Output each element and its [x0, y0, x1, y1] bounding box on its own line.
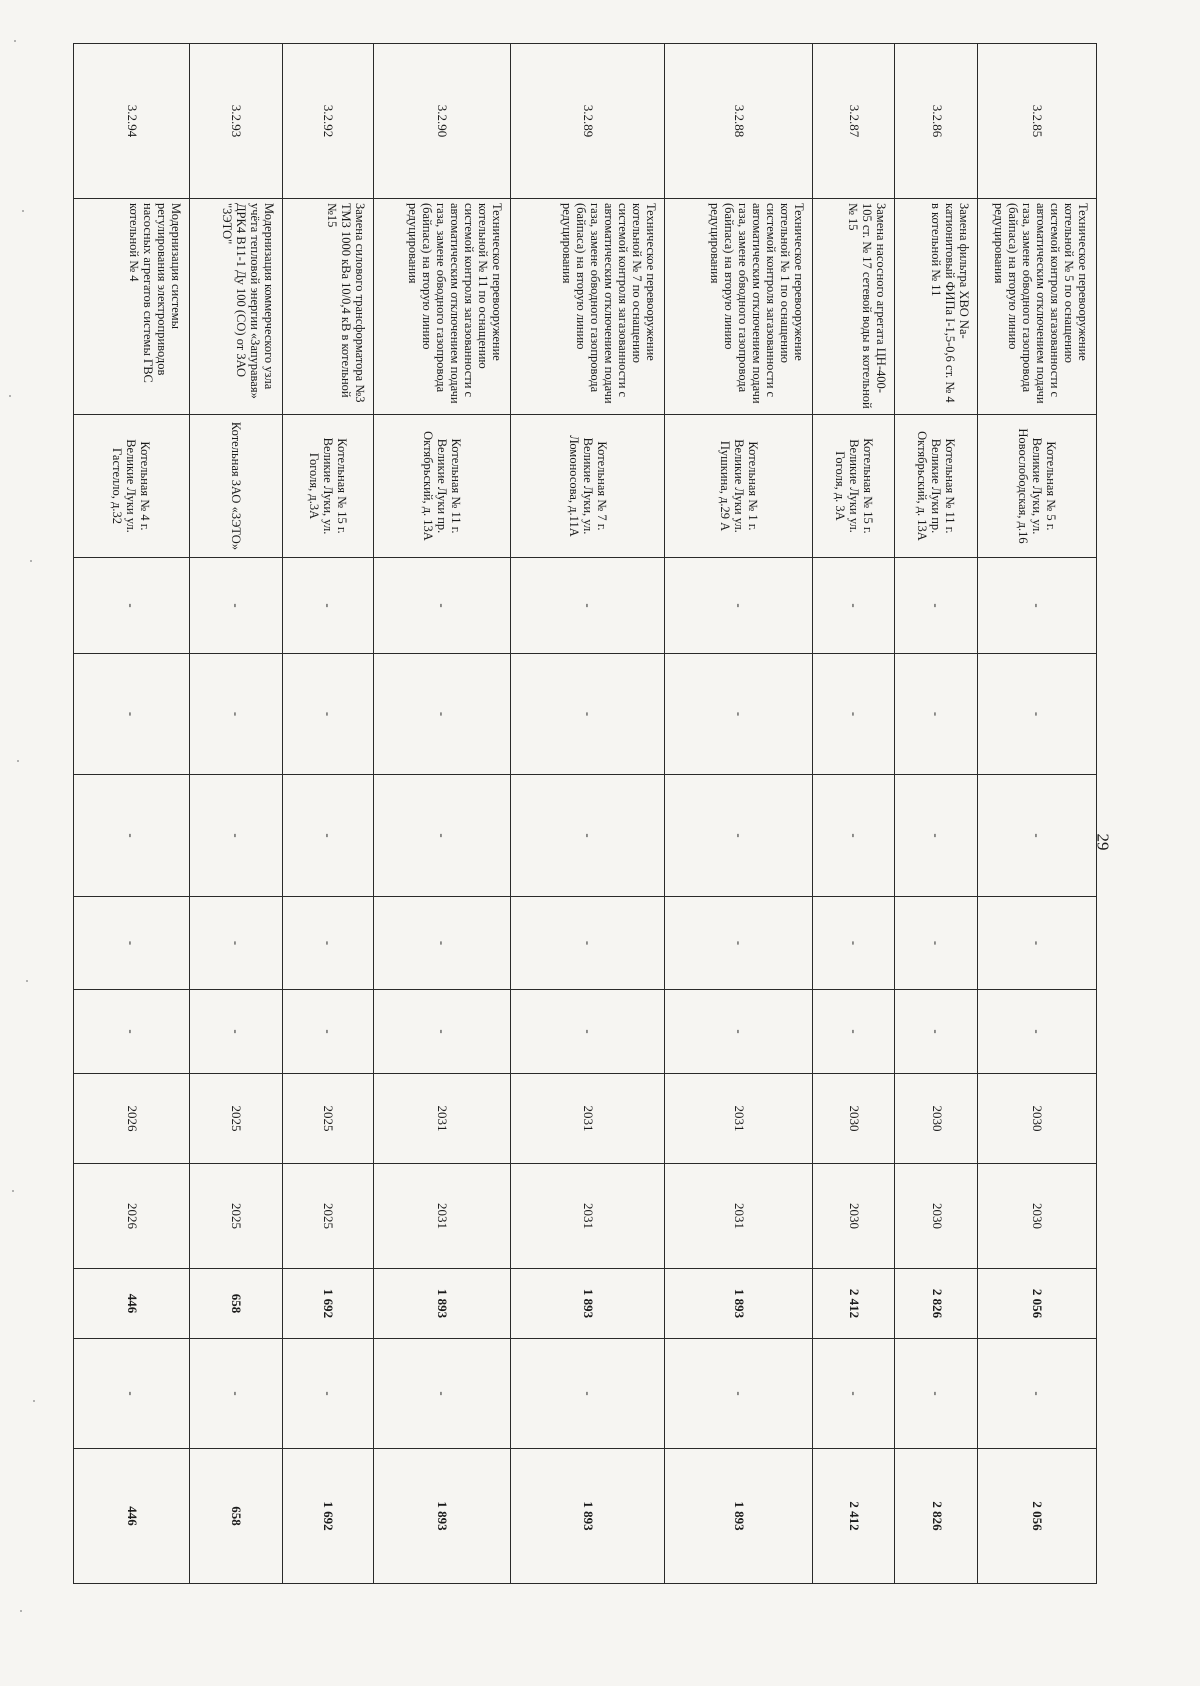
row-dash: -	[895, 1339, 978, 1449]
table-row	[978, 44, 1097, 1584]
row-total: 1 692	[283, 1269, 373, 1339]
row-start-year: 2030	[978, 1074, 1097, 1164]
row-code: 3.2.88	[665, 44, 813, 199]
row-dash: -	[74, 558, 190, 654]
scan-speck	[12, 1190, 14, 1192]
row-total: 658	[189, 1269, 283, 1339]
row-address: Котельная № 15 г. Великие Луки, ул. Гоголя, д.3А	[283, 415, 373, 558]
table-row	[665, 44, 813, 1584]
row-dash: -	[895, 990, 978, 1074]
table-row	[373, 44, 511, 1584]
row-end-year: 2030	[812, 1164, 895, 1269]
row-code: 3.2.94	[74, 44, 190, 199]
row-total: 1 893	[373, 1269, 511, 1339]
row-dash: -	[189, 558, 283, 654]
row-amount: 1 893	[665, 1449, 813, 1584]
row-end-year: 2025	[283, 1164, 373, 1269]
row-total: 446	[74, 1269, 190, 1339]
row-dash: -	[978, 654, 1097, 775]
row-code: 3.2.89	[511, 44, 665, 199]
row-dash: -	[189, 654, 283, 775]
row-dash: -	[812, 1339, 895, 1449]
row-amount: 2 056	[978, 1449, 1097, 1584]
row-total: 1 893	[511, 1269, 665, 1339]
scan-speck	[22, 210, 24, 212]
scan-speck	[17, 760, 19, 762]
row-dash: -	[978, 558, 1097, 654]
row-dash: -	[283, 775, 373, 897]
row-total: 2 056	[978, 1269, 1097, 1339]
document-table-frame	[73, 43, 1097, 1583]
row-dash: -	[74, 654, 190, 775]
row-end-year: 2026	[74, 1164, 190, 1269]
row-address: Котельная № 11 г. Великие Луки пр. Октябрьский, д. 13А	[373, 415, 511, 558]
row-title: Замена насосного агрегата ЦН-400-105 ст. № 17 сетевой воды в котельной № 15	[812, 199, 895, 415]
row-amount: 1 893	[373, 1449, 511, 1584]
row-amount: 1 692	[283, 1449, 373, 1584]
row-dash: -	[665, 775, 813, 897]
row-dash: -	[812, 990, 895, 1074]
row-total: 1 893	[665, 1269, 813, 1339]
row-dash: -	[978, 897, 1097, 990]
row-dash: -	[373, 897, 511, 990]
row-address: Котельная № 1 г. Великие Луки ул. Пушкина, д.29 А	[665, 415, 813, 558]
row-amount: 1 893	[511, 1449, 665, 1584]
row-dash: -	[189, 1339, 283, 1449]
row-dash: -	[978, 1339, 1097, 1449]
row-dash: -	[283, 990, 373, 1074]
row-start-year: 2025	[189, 1074, 283, 1164]
row-end-year: 2031	[511, 1164, 665, 1269]
row-dash: -	[373, 1339, 511, 1449]
scan-speck	[26, 980, 28, 982]
row-start-year: 2030	[895, 1074, 978, 1164]
row-amount: 446	[74, 1449, 190, 1584]
row-dash: -	[978, 990, 1097, 1074]
row-amount: 658	[189, 1449, 283, 1584]
table-row	[895, 44, 978, 1584]
scan-speck	[9, 395, 11, 397]
table-row	[283, 44, 373, 1584]
row-address: Котельная № 15 г. Великие Луки ул. Гоголя, д. 3А	[812, 415, 895, 558]
row-end-year: 2025	[189, 1164, 283, 1269]
row-dash: -	[189, 897, 283, 990]
row-dash: -	[665, 990, 813, 1074]
row-address: Котельная № 7 г. Великие Луки, ул. Ломоносова, д.11А	[511, 415, 665, 558]
row-address: Котельная № 4 г. Великие Луки ул. Гастелло, д.32	[74, 415, 190, 558]
scan-speck	[20, 1610, 22, 1612]
row-end-year: 2030	[895, 1164, 978, 1269]
row-dash: -	[283, 1339, 373, 1449]
row-dash: -	[189, 990, 283, 1074]
row-dash: -	[511, 897, 665, 990]
row-end-year: 2031	[373, 1164, 511, 1269]
table-row	[812, 44, 895, 1584]
row-start-year: 2031	[665, 1074, 813, 1164]
row-title: Техническое перевооружение котельной № 11 по оснащению системой контроля загазованности с автоматическим отключением подачи газа, замене обводного газопровода (байпаса) на вторую линию редуцирования	[373, 199, 511, 415]
row-dash: -	[895, 654, 978, 775]
row-dash: -	[74, 1339, 190, 1449]
row-dash: -	[373, 990, 511, 1074]
row-dash: -	[812, 775, 895, 897]
row-dash: -	[812, 897, 895, 990]
row-dash: -	[665, 558, 813, 654]
row-dash: -	[373, 558, 511, 654]
row-title: Замена силового трансформатора №3 ТМЗ 1000 кВа 10/0,4 кВ в котельной №15	[283, 199, 373, 415]
row-dash: -	[511, 558, 665, 654]
row-dash: -	[189, 775, 283, 897]
row-address: Котельная № 5 г. Великие Луки, ул. Новослободская, д.16	[978, 415, 1097, 558]
row-title: Техническое перевооружение котельной № 1 по оснащению системой контроля загазованности с автоматическим отключением подачи газа, замене обводного газопровода (байпаса) на вторую линию редуцирования	[665, 199, 813, 415]
row-code: 3.2.86	[895, 44, 978, 199]
row-title: Модернизация системы регулирования электроприводов насосных агрегатов системы ГВС котельной № 4	[74, 199, 190, 415]
table-row	[74, 44, 190, 1584]
row-start-year: 2030	[812, 1074, 895, 1164]
row-dash: -	[283, 558, 373, 654]
investment-table	[73, 43, 1097, 1584]
table-row	[511, 44, 665, 1584]
row-start-year: 2026	[74, 1074, 190, 1164]
scan-speck	[33, 1400, 35, 1402]
row-title: Техническое перевооружение котельной № 5 по оснащению системой контроля загазованности с автоматическим отключением подачи газа, замене обводного газопровода (байпаса) на вторую линию редуцирования	[978, 199, 1097, 415]
row-dash: -	[74, 990, 190, 1074]
scan-speck	[30, 560, 32, 562]
row-code: 3.2.90	[373, 44, 511, 199]
row-dash: -	[895, 897, 978, 990]
row-code: 3.2.93	[189, 44, 283, 199]
row-total: 2 826	[895, 1269, 978, 1339]
row-code: 3.2.85	[978, 44, 1097, 199]
row-dash: -	[812, 654, 895, 775]
row-dash: -	[812, 558, 895, 654]
row-total: 2 412	[812, 1269, 895, 1339]
scan-speck	[14, 40, 16, 42]
row-dash: -	[511, 990, 665, 1074]
row-dash: -	[665, 654, 813, 775]
row-dash: -	[895, 558, 978, 654]
row-dash: -	[511, 654, 665, 775]
row-end-year: 2030	[978, 1164, 1097, 1269]
row-dash: -	[283, 897, 373, 990]
row-title: Модернизация коммерческого узла учёта тепловой энергии «Запуравая» ДРК4 В11-1 Ду 100 (СО) от ЗАО "ЗЭТО"	[189, 199, 283, 415]
row-dash: -	[511, 1339, 665, 1449]
row-start-year: 2025	[283, 1074, 373, 1164]
row-dash: -	[511, 775, 665, 897]
row-address: Котельная ЗАО «ЗЭТО»	[189, 415, 283, 558]
row-amount: 2 412	[812, 1449, 895, 1584]
table-row	[189, 44, 283, 1584]
row-code: 3.2.92	[283, 44, 373, 199]
row-end-year: 2031	[665, 1164, 813, 1269]
row-dash: -	[665, 1339, 813, 1449]
row-dash: -	[74, 897, 190, 990]
page-number: 29	[1093, 833, 1113, 851]
row-address: Котельная № 11 г. Великие Луки пр. Октябрьский, д. 13А	[895, 415, 978, 558]
row-start-year: 2031	[373, 1074, 511, 1164]
row-title: Техническое перевооружение котельной № 7 по оснащению системой контроля загазованности с автоматическим отключением подачи газа, замене обводного газопровода (байпаса) на вторую линию редуцирования	[511, 199, 665, 415]
row-amount: 2 826	[895, 1449, 978, 1584]
row-code: 3.2.87	[812, 44, 895, 199]
row-dash: -	[283, 654, 373, 775]
row-dash: -	[665, 897, 813, 990]
row-dash: -	[74, 775, 190, 897]
row-dash: -	[895, 775, 978, 897]
row-title: Замена фильтра ХВО Na-катионитовый ФИПа I-1,5-0,6 ст. № 4 в котельной № 11	[895, 199, 978, 415]
row-dash: -	[373, 775, 511, 897]
row-start-year: 2031	[511, 1074, 665, 1164]
row-dash: -	[373, 654, 511, 775]
row-dash: -	[978, 775, 1097, 897]
